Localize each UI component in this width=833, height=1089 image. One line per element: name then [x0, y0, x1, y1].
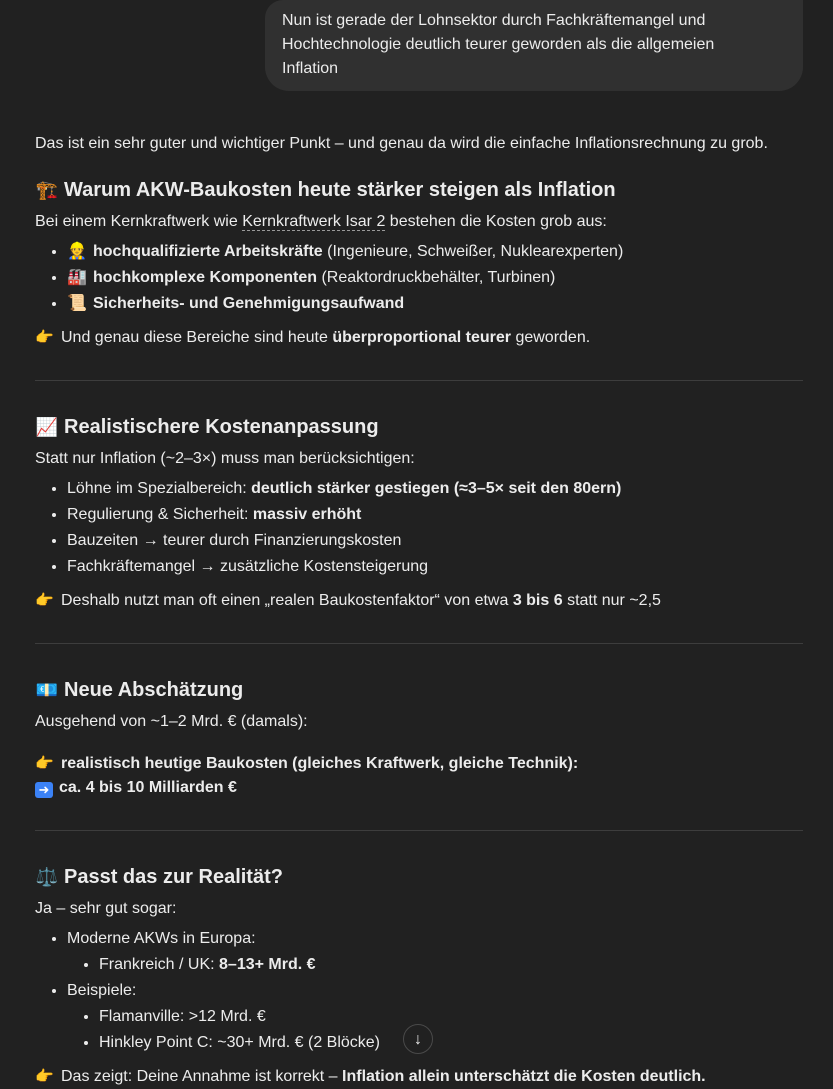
sub-list-item: • Frankreich / UK: 8–13+ Mrd. €	[99, 953, 803, 977]
section-heading: 💶 Neue Abschätzung	[35, 676, 803, 704]
list-item: • Löhne im Spezialbereich: deutlich stärker gestiegen (≈3–5× seit den 80ern)	[67, 477, 803, 501]
sub-list-item: • Hinkley Point C: ~30+ Mrd. € (2 Blöcke)	[99, 1031, 803, 1055]
scroll-icon: 📜	[67, 295, 87, 312]
section-lead: Statt nur Inflation (~2–3×) muss man berücksichtigen:	[35, 450, 415, 467]
section-conclusion: 👉 Und genau diese Bereiche sind heute überproportional teurer geworden.	[35, 326, 803, 350]
section-conclusion: 👉 Das zeigt: Deine Annahme ist korrekt – Inflation allein unterschätzt die Kosten deutlich.	[35, 1065, 803, 1089]
chart-increasing-icon: 📈	[35, 417, 59, 437]
estimate-line: 👉 realistisch heutige Baukosten (gleiches Kraftwerk, gleiche Technik):	[35, 752, 803, 776]
divider	[35, 380, 803, 381]
sub-list-item: • Flamanville: >12 Mrd. €	[99, 1005, 803, 1029]
bullet-list	[35, 240, 803, 316]
list-item: • Regulierung & Sicherheit: massiv erhöht	[67, 503, 803, 527]
balance-scale-icon: ⚖️	[35, 867, 59, 887]
user-message-line: Nun ist gerade der Lohnsektor durch Fachkräftemangel und	[282, 12, 706, 29]
section-conclusion: 👉 Deshalb nutzt man oft einen „realen Baukostenfaktor“ von etwa 3 bis 6 statt nur ~2,5	[35, 589, 803, 613]
scroll-down-button[interactable]: ↓	[403, 1024, 433, 1054]
estimate-result: ➜ ca. 4 bis 10 Milliarden €	[35, 776, 803, 800]
assistant-message	[35, 132, 803, 1089]
worker-icon: 👷	[67, 243, 87, 260]
section-heading: ⚖️ Passt das zur Realität?	[35, 863, 803, 891]
section-heading: 🏗️ Warum AKW-Baukosten heute stärker steigen als Inflation	[35, 176, 803, 204]
pointing-hand-icon: 👉	[35, 755, 54, 772]
section-lead: Ja – sehr gut sogar:	[35, 900, 177, 917]
user-message-line: Hochtechnologie deutlich teurer geworden als die allgemeien	[282, 36, 715, 53]
divider	[35, 643, 803, 644]
bullet-list	[35, 477, 803, 579]
user-message-bubble	[265, 0, 803, 91]
list-item: • 🏭 hochkomplexe Komponenten (Reaktordruckbehälter, Turbinen)	[67, 266, 803, 290]
list-item: • Beispiele: • Flamanville: >12 Mrd. € • Hinkley Point C: ~30+ Mrd. € (2 Blöcke)	[67, 979, 803, 1055]
list-item: • 👷 hochqualifizierte Arbeitskräfte (Ingenieure, Schweißer, Nuklearexperten)	[67, 240, 803, 264]
sub-list	[67, 1005, 803, 1055]
list-item: • 📜 Sicherheits- und Genehmigungsaufwand	[67, 292, 803, 316]
list-item: • Bauzeiten → teurer durch Finanzierungskosten	[67, 529, 803, 553]
pointing-hand-icon: 👉	[35, 592, 54, 609]
right-arrow-icon: ➜	[35, 782, 53, 798]
entity-link[interactable]: Kernkraftwerk Isar 2	[242, 213, 386, 230]
pointing-hand-icon: 👉	[35, 329, 54, 346]
factory-icon: 🏭	[67, 269, 87, 286]
section-lead: Ausgehend von ~1–2 Mrd. € (damals):	[35, 713, 308, 730]
list-item: • Moderne AKWs in Europa: • Frankreich / UK: 8–13+ Mrd. €	[67, 927, 803, 977]
section-lead: Bei einem Kernkraftwerk wie Kernkraftwerk Isar 2 bestehen die Kosten grob aus:	[35, 213, 607, 230]
user-message-line: Inflation	[282, 60, 339, 77]
list-item: • Fachkräftemangel → zusätzliche Kostensteigerung	[67, 555, 803, 579]
divider	[35, 830, 803, 831]
money-icon: 💶	[35, 680, 59, 700]
intro-text: Das ist ein sehr guter und wichtiger Punkt – und genau da wird die einfache Inflationsrechnung zu grob.	[35, 135, 768, 152]
pointing-hand-icon: 👉	[35, 1068, 54, 1085]
section-heading: 📈 Realistischere Kostenanpassung	[35, 413, 803, 441]
sub-list	[67, 953, 803, 977]
crane-icon: 🏗️	[35, 180, 59, 200]
